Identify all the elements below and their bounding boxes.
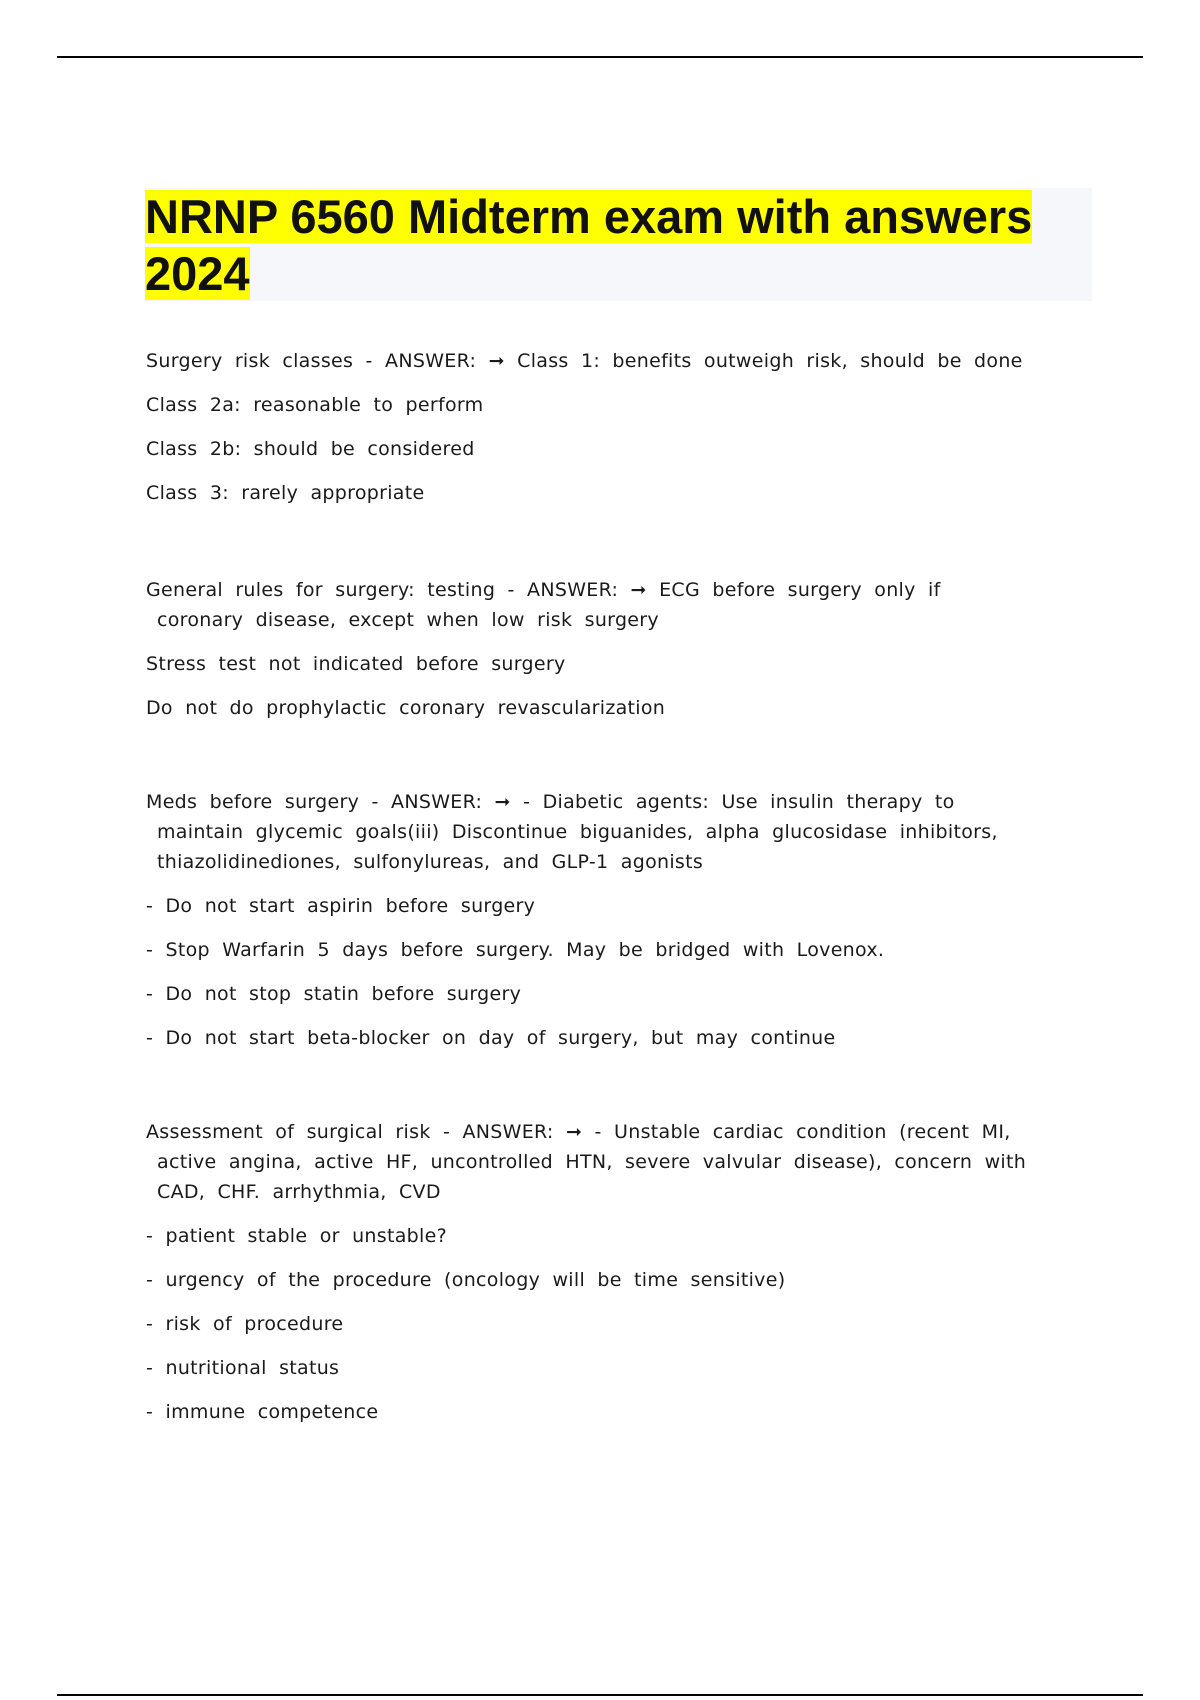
question-line: Surgery risk classes - ANSWER: ➞ Class 1: benefits outweigh risk, should be done [146, 350, 1023, 372]
answer-item: - risk of procedure [146, 1313, 344, 1335]
document-title [145, 188, 1092, 302]
qa-section-general-rules-testing [146, 575, 1086, 723]
answer-continuation: maintain glycemic goals(iii) Discontinue biguanides, alpha glucosidase inhibitors, [157, 821, 998, 843]
answer-item: - urgency of the procedure (oncology will be time sensitive) [146, 1269, 786, 1291]
answer-item: Class 2a: reasonable to perform [146, 394, 484, 416]
question-line: General rules for surgery: testing - ANSWER: ➞ ECG before surgery only if [146, 579, 941, 601]
question-line: Assessment of surgical risk - ANSWER: ➞ - Unstable cardiac condition (recent MI, [146, 1121, 1011, 1143]
answer-item: Do not do prophylactic coronary revascularization [146, 697, 666, 719]
answer-continuation: coronary disease, except when low risk surgery [157, 609, 659, 631]
qa-section-assessment-surgical-risk [146, 1117, 1086, 1427]
top-divider [57, 56, 1143, 58]
title-block [145, 188, 1092, 301]
answer-item: - nutritional status [146, 1357, 340, 1379]
qa-section-meds-before-surgery [146, 787, 1086, 1053]
question-line: Meds before surgery - ANSWER: ➞ - Diabetic agents: Use insulin therapy to [146, 791, 955, 813]
bottom-divider [57, 1694, 1143, 1696]
answer-item: - patient stable or unstable? [146, 1225, 447, 1247]
answer-item: - Do not start aspirin before surgery [146, 895, 536, 917]
answer-item: - immune competence [146, 1401, 379, 1423]
qa-section-surgery-risk-classes [146, 346, 1086, 508]
answer-item: Stress test not indicated before surgery [146, 653, 566, 675]
answer-item: - Do not start beta-blocker on day of surgery, but may continue [146, 1027, 836, 1049]
answer-item: - Stop Warfarin 5 days before surgery. May be bridged with Lovenox. [146, 939, 885, 961]
answer-continuation: active angina, active HF, uncontrolled HTN, severe valvular disease), concern with [157, 1151, 1027, 1173]
answer-item: Class 3: rarely appropriate [146, 482, 425, 504]
answer-item: Class 2b: should be considered [146, 438, 475, 460]
answer-item: - Do not stop statin before surgery [146, 983, 522, 1005]
answer-continuation: thiazolidinediones, sulfonylureas, and GLP-1 agonists [157, 851, 704, 873]
document-title-highlight: NRNP 6560 Midterm exam with answers 2024 [145, 190, 1033, 300]
answer-continuation: CAD, CHF. arrhythmia, CVD [157, 1181, 441, 1203]
